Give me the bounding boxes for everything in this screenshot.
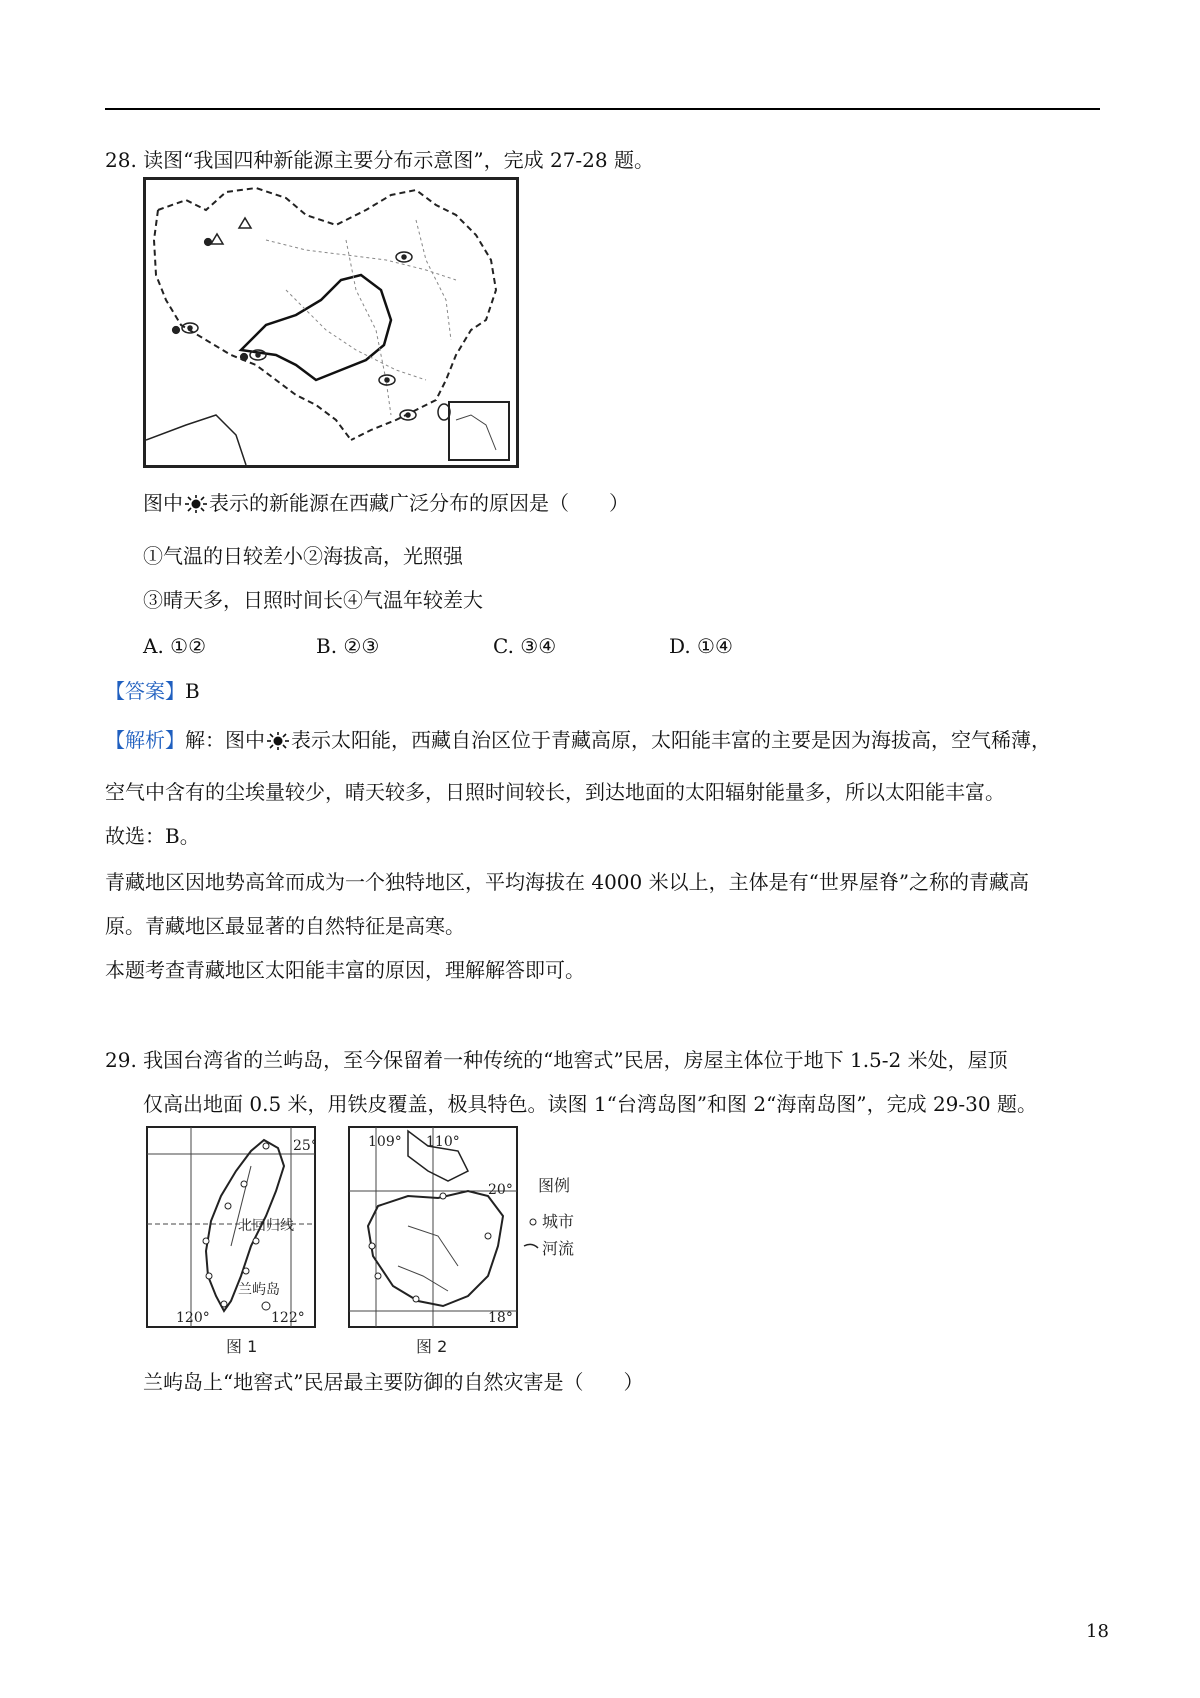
q28-subquestion: 图中 表示的新能源在西藏广泛分布的原因是（ ） <box>143 491 629 515</box>
hainan-map <box>348 1126 618 1361</box>
header-rule <box>105 108 1100 110</box>
legend-title: 图例 <box>538 1176 571 1195</box>
analysis-line4: 青藏地区因地势高耸而成为一个独特地区，平均海拔在 4000 米以上，主体是有“世界屋脊”之称的青藏高 <box>105 870 1030 894</box>
sun-icon <box>265 730 291 748</box>
choice-b[interactable]: B. ②③ <box>316 634 380 658</box>
energy-symbol-triangle <box>211 218 251 244</box>
legend-city: 城市 <box>542 1212 575 1231</box>
lon-109-label: 109° <box>368 1134 402 1150</box>
q28-options-line2: ③晴天多，日照时间长④气温年较差大 <box>143 588 483 612</box>
lat-20-label: 20° <box>488 1182 513 1198</box>
choice-a[interactable]: A. ①② <box>143 634 207 658</box>
page-number: 18 <box>1086 1621 1109 1642</box>
legend-city-icon <box>530 1219 536 1225</box>
analysis-line2: 空气中含有的尘埃量较少，晴天较多，日照时间较长，到达地面的太阳辐射能量多，所以太阳能丰富。 <box>105 780 1005 804</box>
fig2-caption: 图 2 <box>416 1337 448 1356</box>
analysis-line6: 本题考查青藏地区太阳能丰富的原因，理解解答即可。 <box>105 958 585 982</box>
sun-icon <box>183 493 209 511</box>
analysis-tag: 【解析】 <box>105 728 185 752</box>
answer-value: B <box>185 679 200 703</box>
lon-120-label: 120° <box>176 1310 210 1326</box>
legend-river-icon <box>524 1244 538 1248</box>
q28-options-line1: ①气温的日较差小②海拔高，光照强 <box>143 544 463 568</box>
taiwan-map <box>146 1126 316 1361</box>
china-energy-map <box>143 177 519 468</box>
lat-25-label: 25° <box>293 1138 316 1154</box>
analysis-line1: 【解析】解：图中 表示太阳能，西藏自治区位于青藏高原，太阳能丰富的主要是因为海拔高，空气稀薄， <box>105 728 1051 752</box>
fig1-caption: 图 1 <box>226 1337 258 1356</box>
answer-tag: 【答案】 <box>105 679 185 703</box>
tropic-label: 北回归线 <box>238 1218 294 1234</box>
lon-110-label: 110° <box>426 1134 460 1150</box>
lon-122-label: 122° <box>271 1310 305 1326</box>
q28-stem: 28. 读图“我国四种新能源主要分布示意图”，完成 27-28 题。 <box>105 148 654 172</box>
choice-d[interactable]: D. ①④ <box>669 634 733 658</box>
q29-stem-line2: 仅高出地面 0.5 米，用铁皮覆盖，极具特色。读图 1“台湾岛图”和图 2“海南岛图”，完成 29-30 题。 <box>143 1092 1037 1116</box>
analysis-line3: 故选：B。 <box>105 824 200 848</box>
lanyu-label: 兰屿岛 <box>238 1282 280 1298</box>
q29-subquestion: 兰屿岛上“地窖式”民居最主要防御的自然灾害是（ ） <box>143 1370 644 1394</box>
choice-c[interactable]: C. ③④ <box>493 634 557 658</box>
answer-line <box>105 678 200 704</box>
legend-river: 河流 <box>542 1239 575 1258</box>
analysis-line5: 原。青藏地区最显著的自然特征是高寒。 <box>105 914 465 938</box>
q29-stem-line1: 29. 我国台湾省的兰屿岛，至今保留着一种传统的“地窖式”民居，房屋主体位于地下 1.5-2 米处，屋顶 <box>105 1048 1008 1072</box>
lat-18-label: 18° <box>488 1310 513 1326</box>
